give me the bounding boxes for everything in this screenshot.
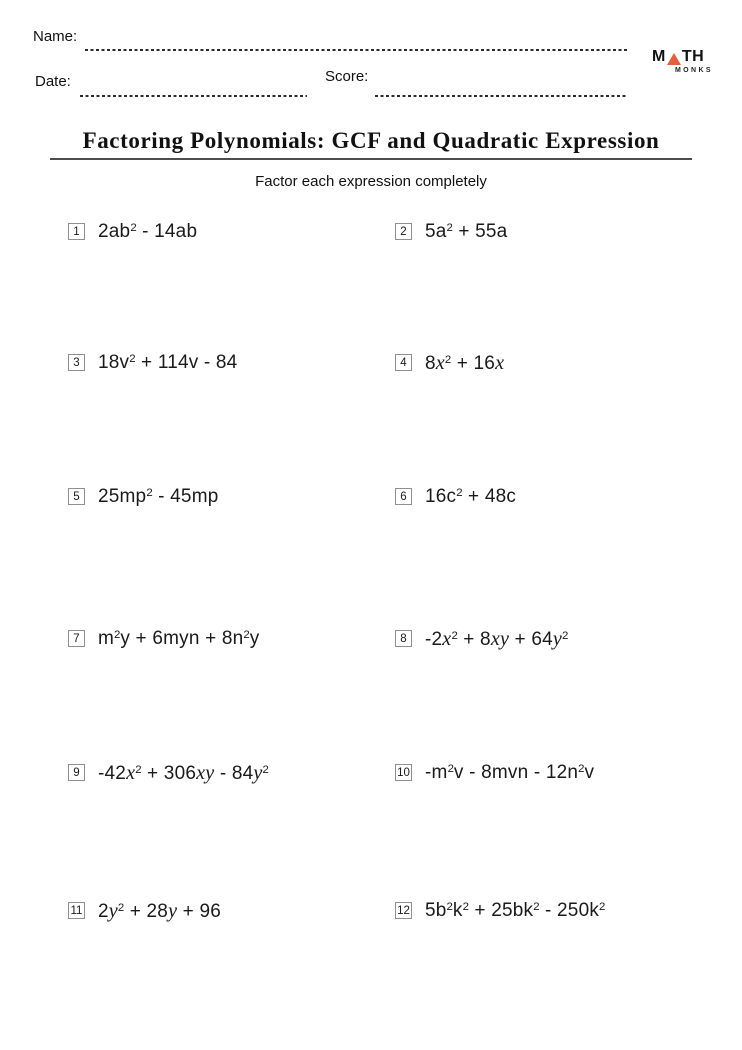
problem-expression: $5b^2k^2 + 25bk^2 - 250k^2$: [425, 900, 606, 921]
problem-expression: $-2x^2 + 8xy + 64y^2$: [425, 628, 569, 650]
problem-number-box: 11: [68, 902, 85, 919]
problem-item: [68, 627, 395, 761]
problem-item: [395, 761, 698, 899]
problem-expression: $18v^2 + 114v - 84$: [98, 352, 238, 373]
problem-item: [68, 351, 395, 485]
problem-item: [395, 485, 698, 627]
problem-item: [395, 351, 698, 485]
problem-expression: $-42x^2 + 306xy - 84y^2$: [98, 762, 269, 784]
problem-expression: $8x^2 + 16x$: [425, 352, 505, 374]
problem-expression: $m^2y + 6myn + 8n^2y$: [98, 628, 260, 649]
problem-item: [68, 761, 395, 899]
math-monks-logo: [652, 49, 714, 74]
problem-number-box: 5: [68, 488, 85, 505]
problem-number-box: 9: [68, 764, 85, 781]
problem-item: [395, 220, 698, 351]
name-label: Name:: [33, 28, 78, 45]
problem-number-box: 10: [395, 764, 412, 781]
problem-item: [395, 899, 698, 959]
problem-number-box: 4: [395, 354, 412, 371]
name-blank-line: [85, 49, 628, 51]
problem-expression: $25mp^2 - 45mp$: [98, 486, 219, 507]
score-label: Score:: [325, 68, 369, 85]
problem-expression: $2y^2 + 28y + 96$: [98, 900, 221, 922]
problem-item: [68, 220, 395, 351]
problems-grid: [68, 220, 698, 959]
problem-number-box: 1: [68, 223, 85, 240]
problem-number-box: 6: [395, 488, 412, 505]
problem-expression: $16c^2 + 48c$: [425, 486, 517, 507]
triangle-icon: [667, 53, 681, 65]
title-underline: [50, 158, 692, 160]
logo-text-th: TH: [681, 48, 705, 65]
problem-number-box: 8: [395, 630, 412, 647]
problem-number-box: 12: [395, 902, 412, 919]
problem-expression: $-m^2v - 8mvn - 12n^2v$: [425, 762, 595, 783]
worksheet-title: Factoring Polynomials: GCF and Quadratic Expression: [82, 128, 660, 153]
problem-number-box: 7: [68, 630, 85, 647]
instruction-text: Factor each expression completely: [255, 173, 487, 190]
problem-item: [395, 627, 698, 761]
logo-subtext: MONKS: [674, 67, 713, 74]
date-blank-line: [80, 95, 307, 97]
date-label: Date:: [35, 73, 71, 90]
logo-wordmark: [652, 49, 714, 65]
problem-number-box: 2: [395, 223, 412, 240]
problem-number-box: 3: [68, 354, 85, 371]
problem-item: [68, 899, 395, 959]
score-blank-line: [375, 95, 627, 97]
problem-expression: $2ab^2 - 14ab$: [98, 221, 198, 242]
problem-item: [68, 485, 395, 627]
problem-expression: $5a^2 + 55a$: [425, 221, 508, 242]
logo-text-m: M: [652, 48, 666, 65]
